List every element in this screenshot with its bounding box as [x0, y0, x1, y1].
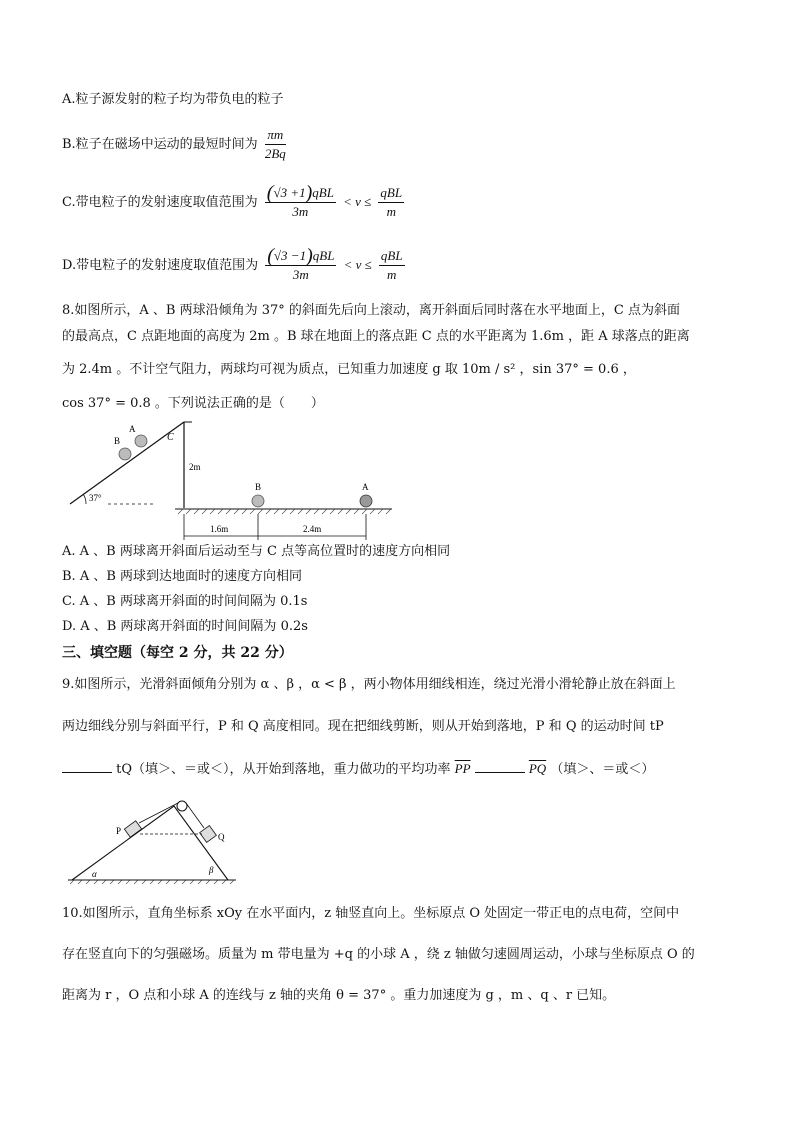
point-c-label: C: [167, 432, 174, 443]
ball-b-label: B: [114, 436, 121, 446]
pulley: [177, 801, 187, 811]
answer-blank-2[interactable]: [475, 760, 525, 773]
q7-option-b-fraction: [265, 126, 286, 163]
ball-a-label: A: [129, 424, 136, 434]
section-title: 三、填空题（每空 2 分，共 22 分）: [62, 645, 293, 661]
string-left: [139, 803, 178, 823]
fraction-denominator: 2Bq: [264, 146, 286, 161]
q8-option-b: B. A 、B 两球到达地面时的速度方向相同: [62, 569, 303, 584]
q8-stem-line-4: cos 37° = 0.8 。下列说法正确的是（ ）: [62, 396, 324, 411]
fraction-denominator: 3m: [292, 204, 309, 219]
fraction-denominator: m: [386, 204, 396, 219]
ball-b-on-ground: [252, 495, 264, 507]
q7-option-b: [62, 126, 289, 163]
q7-option-d-num-tail: qBL: [312, 248, 335, 263]
q9-line3-tail: （填＞、＝或＜）: [550, 762, 655, 777]
block-p: [124, 821, 141, 837]
q9-figure: [64, 798, 244, 888]
q7-option-a: A.粒子源发射的粒子均为带负电的粒子: [62, 92, 284, 107]
q10-stem-line-1: 10.如图所示，直角坐标系 xOy 在水平面内，z 轴竖直向上。坐标原点 O 处固定一带正电的点电荷，空间中: [62, 906, 680, 921]
q7-option-c-inequality: < v ≤: [343, 194, 372, 209]
angle-alpha-label: α: [92, 869, 97, 879]
q7-option-c-fraction: [265, 184, 336, 221]
ball-a-on-incline: [135, 435, 147, 447]
q7-option-d-fraction-2: [379, 247, 405, 284]
distance-2-label: 2.4m: [303, 524, 322, 534]
fraction-denominator: 3m: [292, 267, 309, 282]
q7-option-c-num-tail: qBL: [312, 185, 334, 200]
angle-arc: [83, 494, 86, 504]
block-p-label: P: [116, 826, 122, 836]
q7-option-c-radical: √3 +1: [273, 185, 306, 200]
fraction-numerator: (√3 −1)qBL: [267, 245, 335, 267]
q7-option-d-fraction: [265, 247, 336, 284]
angle-beta-label: β: [209, 865, 214, 875]
q7-option-d-text: D.带电粒子的发射速度取值范围为: [62, 258, 259, 273]
height-label: 2m: [189, 462, 201, 472]
q7-option-c-text: C.带电粒子的发射速度取值范围为: [62, 195, 258, 210]
q7-option-d: [62, 247, 408, 284]
q8-figure: [60, 418, 400, 542]
q9-stem-line-3: [62, 760, 654, 779]
q9-stem-line-1: 9.如图所示，光滑斜面倾角分别为 α 、β ，α < β ，两小物体用细线相连，绕过光滑小滑轮静止放在斜面上: [62, 677, 676, 692]
q7-option-c: [62, 184, 407, 221]
power-p-symbol: $\overline{PP}$: [454, 761, 471, 776]
fraction-denominator: m: [387, 267, 397, 282]
block-q: [200, 826, 217, 843]
q7-option-d-inequality: < v ≤: [343, 257, 372, 272]
q10-stem-line-3: 距离为 r ，O 点和小球 A 的连线与 z 轴的夹角 θ = 37° 。重力加速度为 g ，m 、q 、r 已知。: [62, 988, 616, 1003]
q10-stem-line-2: 存在竖直向下的匀强磁场。质量为 m 带电量为 +q 的小球 A ，绕 z 轴做匀速圆周运动，小球与坐标原点 O 的: [62, 947, 695, 962]
q7-option-c-fraction-2: [378, 184, 404, 221]
ground-hatching: [178, 509, 391, 514]
string-right: [186, 803, 204, 828]
q8-stem-line-2: 的最高点，C 点距地面的高度为 2m 。B 球在地面上的落点距 C 点的水平距离为 1.6m ，距 A 球落点的距离: [62, 329, 690, 344]
q8-stem-line-3: 为 2.4m 。不计空气阻力，两球均可视为质点，已知重力加速度 g 取 10m / s² ，sin 37° = 0.6 ，: [62, 362, 636, 377]
fraction-numerator: (√3 +1)qBL: [266, 182, 334, 204]
power-q-symbol: $\overline{PQ}$: [528, 761, 547, 776]
ball-a-on-ground: [360, 495, 372, 507]
distance-1-label: 1.6m: [210, 524, 229, 534]
q7-option-d-radical: √3 −1: [273, 248, 307, 263]
q8-stem-line-1: 8.如图所示，A 、B 两球沿倾角为 37° 的斜面先后向上滚动，离开斜面后同时落在水平地面上，C 点为斜面: [62, 303, 680, 318]
answer-blank-1[interactable]: [62, 760, 112, 773]
q9-line3-text: tQ（填＞、＝或＜），从开始到落地，重力做功的平均功率: [116, 762, 451, 777]
q8-option-c: C. A 、B 两球离开斜面的时间间隔为 0.1s: [62, 594, 308, 609]
fraction-numerator: πm: [265, 126, 286, 145]
ball-b-ground-label: B: [255, 482, 262, 492]
ground-hatching: [70, 880, 234, 884]
fraction-numerator: qBL: [379, 247, 405, 266]
q8-option-a: A. A 、B 两球离开斜面后运动至与 C 点等高位置时的速度方向相同: [62, 544, 451, 559]
angle-label: 37°: [89, 493, 102, 503]
ball-a-ground-label: A: [362, 482, 369, 492]
q9-stem-line-2: 两边细线分别与斜面平行，P 和 Q 高度相同。现在把细线剪断，则从开始到落地，P 和 Q 的运动时间 tP: [62, 719, 664, 734]
q8-option-d: D. A 、B 两球离开斜面的时间间隔为 0.2s: [62, 619, 308, 634]
block-q-label: Q: [218, 832, 225, 842]
fraction-numerator: qBL: [378, 184, 404, 203]
q7-option-b-text: B.粒子在磁场中运动的最短时间为: [62, 137, 258, 152]
ball-b-on-incline: [119, 448, 131, 460]
